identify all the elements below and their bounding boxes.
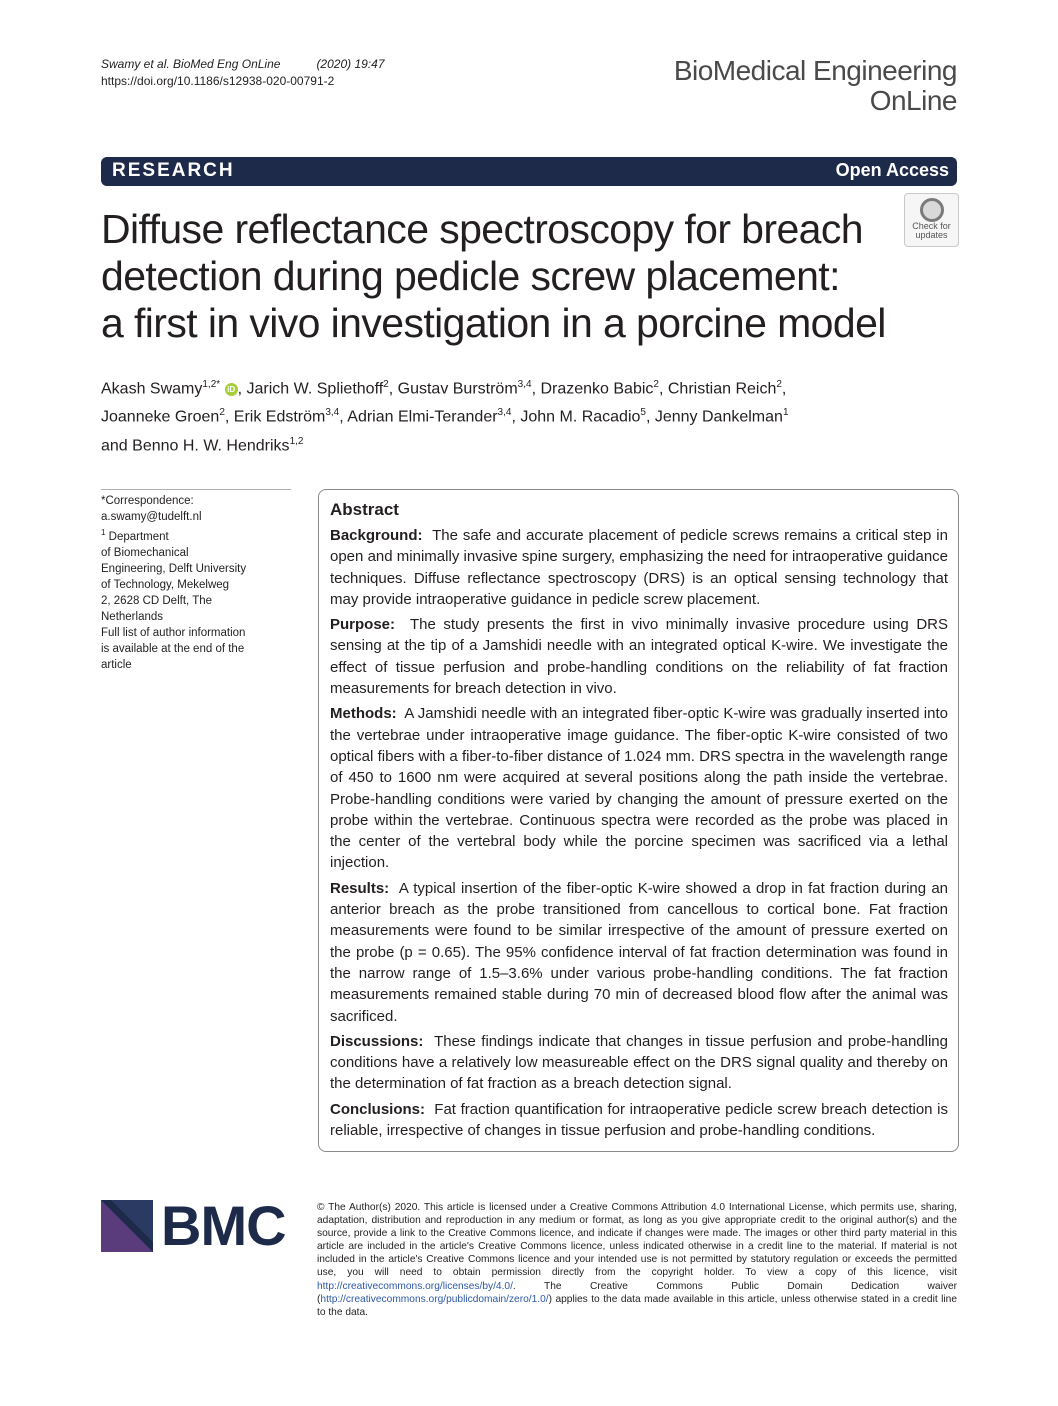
affiliation-line: of Biomechanical <box>101 546 189 559</box>
author-sup: 5 <box>640 407 646 419</box>
section-label: RESEARCH <box>112 160 235 181</box>
section-banner <box>101 157 957 186</box>
affiliation-line: of Technology, Mekelweg <box>101 578 230 591</box>
author-name[interactable]: Adrian Elmi-Terander <box>347 408 498 426</box>
license-part3: ) applies to the data made available in this article, unless otherwise stated in a credit line to the data. <box>317 1293 957 1318</box>
author-sup: 2 <box>776 379 782 390</box>
affiliation-line: Netherlands <box>101 610 164 623</box>
abstract-discussions <box>330 1031 948 1095</box>
author-sup: 1,2* <box>202 379 221 390</box>
section-label: Results: <box>330 879 390 897</box>
author-name[interactable]: Jarich W. Spliethoff <box>246 380 384 398</box>
abstract-conclusions <box>330 1099 948 1142</box>
citation-year: (2020) 19:47 <box>316 57 385 71</box>
authors-and: and <box>101 436 128 454</box>
section-text: A Jamshidi needle with an integrated fiber-optic K-wire was gradually inserted into the vertebrae under intraoperative image guidance. The fiber-optic K-wire consisted of two optical fibers with a fiber-to-fiber distance of 1.024 mm. DRS spectra in the wavelength range of 450 to 1600 nm were acquired at several positions along the path inside the vertebrae. Probe-handling conditions were varied by changing the amount of pressure exerted on the probe within the vertebrae. Continuous spectra were recorded as the probe was placed in the center of the vertebral body while the porcine specimen was sacrificed via a lethal injection. <box>330 705 948 872</box>
bmc-logo-mark-icon <box>101 1200 153 1252</box>
abstract-purpose <box>330 614 948 699</box>
article-title <box>101 206 901 347</box>
author-name[interactable]: Drazenko Babic <box>540 380 654 398</box>
check-for-updates-badge[interactable] <box>904 193 959 247</box>
abstract-heading: Abstract <box>330 500 399 519</box>
license-link-cc-by[interactable]: http://creativecommons.org/licenses/by/4.0/ <box>317 1280 513 1292</box>
section-label: Discussions: <box>330 1032 424 1050</box>
author-name[interactable]: Jenny Dankelman <box>654 408 783 426</box>
author-name[interactable]: Benno H. W. Hendriks <box>132 436 290 454</box>
section-text: Fat fraction quantification for intraoperative pedicle screw breach detection is reliable, irrespective of changes in tissue perfusion and probe-handling conditions. <box>330 1100 948 1140</box>
abstract-box <box>318 489 959 1152</box>
author-sup: 3,4 <box>517 379 532 390</box>
author-sup: 2 <box>219 407 225 419</box>
open-access-label: Open Access <box>835 160 949 180</box>
author-info-note: is available at the end of the <box>101 642 245 655</box>
author-info-note: article <box>101 658 132 671</box>
author-name[interactable]: Joanneke Groen <box>101 408 220 426</box>
author-sup: 3,4 <box>497 407 512 419</box>
check-updates-icon <box>920 198 944 222</box>
citation-block <box>101 56 385 90</box>
correspondence-email[interactable]: a.swamy@tudelft.nl <box>101 511 202 523</box>
journal-name-line1: BioMedical Engineering <box>673 55 957 86</box>
bmc-logo <box>101 1194 293 1257</box>
orcid-icon[interactable]: iD <box>225 383 238 396</box>
affiliation-line <box>101 525 291 545</box>
title-line-2: detection during pedicle screw placement: <box>101 253 840 299</box>
correspondence-label: *Correspondence: <box>101 495 194 507</box>
section-text: The study presents the first in vivo minimally invasive procedure using DRS sensing at the tip of a Jamshidi needle with an integrated optical K-wire. We investigate the effect of tissue perfusion and probe-handling conditions on the reliability of fat fraction measurements for breach detection in vivo. <box>330 616 948 698</box>
author-sup: 2 <box>653 379 659 390</box>
section-label: Purpose: <box>330 616 396 634</box>
author-sup: 2 <box>383 379 389 390</box>
section-label: Conclusions: <box>330 1100 426 1118</box>
abstract-background <box>330 525 948 610</box>
correspondence-sidebar <box>101 489 291 673</box>
abstract-results <box>330 878 948 1027</box>
journal-name-line2: OnLine <box>869 85 957 116</box>
author-name[interactable]: Gustav Burström <box>397 380 518 398</box>
license-part1: © The Author(s) 2020. This article is licensed under a Creative Commons Attribution 4.0 International License, which permits use, sharing, adaptation, distribution and reproduction in any medium or format, as long as you give appropriate credit to the original author(s) and the source, provide a link to the Creative Commons licence, and indicate if changes were made. The images or other third party material in this article are included in the article's Creative Commons licence, unless indicated otherwise in a credit line to the material. If material is not included in the article's Creative Commons licence and your intended use is not permitted by statutory regulation or exceeds the permitted use, you will need to obtain permission directly from the copyright holder. To view a copy of this licence, visit <box>317 1202 957 1279</box>
author-name[interactable]: Akash Swamy <box>101 380 203 398</box>
affiliation-text: Department <box>108 530 169 543</box>
author-name[interactable]: Christian Reich <box>667 380 777 398</box>
check-updates-line2: updates <box>915 230 948 240</box>
author-list: Akash Swamy$^{1,2*}$ iD , Jarich W. Spliethoff$^2$, Gustav Burström$^{3,4}$, Drazenko Babic$^2$, Christian Reich$^2$, Joanneke Groen$^2$, Erik Edström$^{3,4}$, Adrian Elmi-Terander$^{3,4}$, John M. Racadio$^5$, Jenny Dankelman$^1$ and Benno H. W. Hendriks$^{1,2}$ <box>101 379 789 454</box>
section-label: Background: <box>330 527 423 544</box>
license-link-cc0[interactable]: http://creativecommons.org/publicdomain/zero/1.0/ <box>320 1293 549 1305</box>
author-sup: 1,2 <box>289 435 304 447</box>
license-text <box>317 1201 957 1319</box>
citation-line <box>101 56 385 73</box>
author-name[interactable]: John M. Racadio <box>520 408 641 426</box>
affiliation-line: Engineering, Delft University <box>101 562 247 575</box>
doi-link[interactable]: https://doi.org/10.1186/s12938-020-00791-2 <box>101 74 335 88</box>
title-line-3: a first in vivo investigation in a porcine model <box>101 300 886 346</box>
author-name[interactable]: Erik Edström <box>233 408 326 426</box>
section-text: The safe and accurate placement of pedicle screws remains a critical step in open and minimally invasive spine surgery, emphasizing the need for intraoperative guidance techniques. Diffuse reflectance spectroscopy (DRS) is an optical sensing technology that may provide intraoperative guidance in pedicle screw placement. <box>330 527 948 608</box>
section-text: These findings indicate that changes in tissue perfusion and probe-handling conditions have a relatively low measureable effect on the DRS signal quality and thereby on the determination of fat fraction as a breach detection signal. <box>330 1032 948 1093</box>
journal-name <box>674 56 957 116</box>
citation-authors: Swamy et al. BioMed Eng OnLine <box>101 57 281 71</box>
bmc-logo-word: BMC <box>161 1194 286 1257</box>
author-sup: 1 <box>782 407 789 419</box>
section-label: Methods: <box>330 705 397 723</box>
title-line-1: Diffuse reflectance spectroscopy for breach <box>101 206 863 252</box>
author-sup: 3,4 <box>325 407 340 419</box>
license-part2: . The Creative Commons Public Domain Dedication waiver ( <box>317 1280 957 1305</box>
affiliation-sup: 1 <box>101 528 106 537</box>
author-info-note: Full list of author information <box>101 626 246 639</box>
check-updates-line1: Check for <box>912 221 951 231</box>
section-text: A typical insertion of the fiber-optic K-wire showed a drop in fat fraction during an anterior breach as the probe transitioned from cancellous to cortical bone. Fat fraction measurements were found to be similar irrespective of the amount of pressure exerted on the probe (p = 0.65). The 95% confidence interval of fat fraction determination was found in the narrow range of 1.5–3.6% under various probe-handling conditions. The fat fraction measurements remained stable during 70 min of decreased blood flow after the animal was sacrificed. <box>330 879 948 1025</box>
affiliation-line: 2, 2628 CD Delft, The <box>101 594 213 607</box>
abstract-methods <box>330 703 948 873</box>
